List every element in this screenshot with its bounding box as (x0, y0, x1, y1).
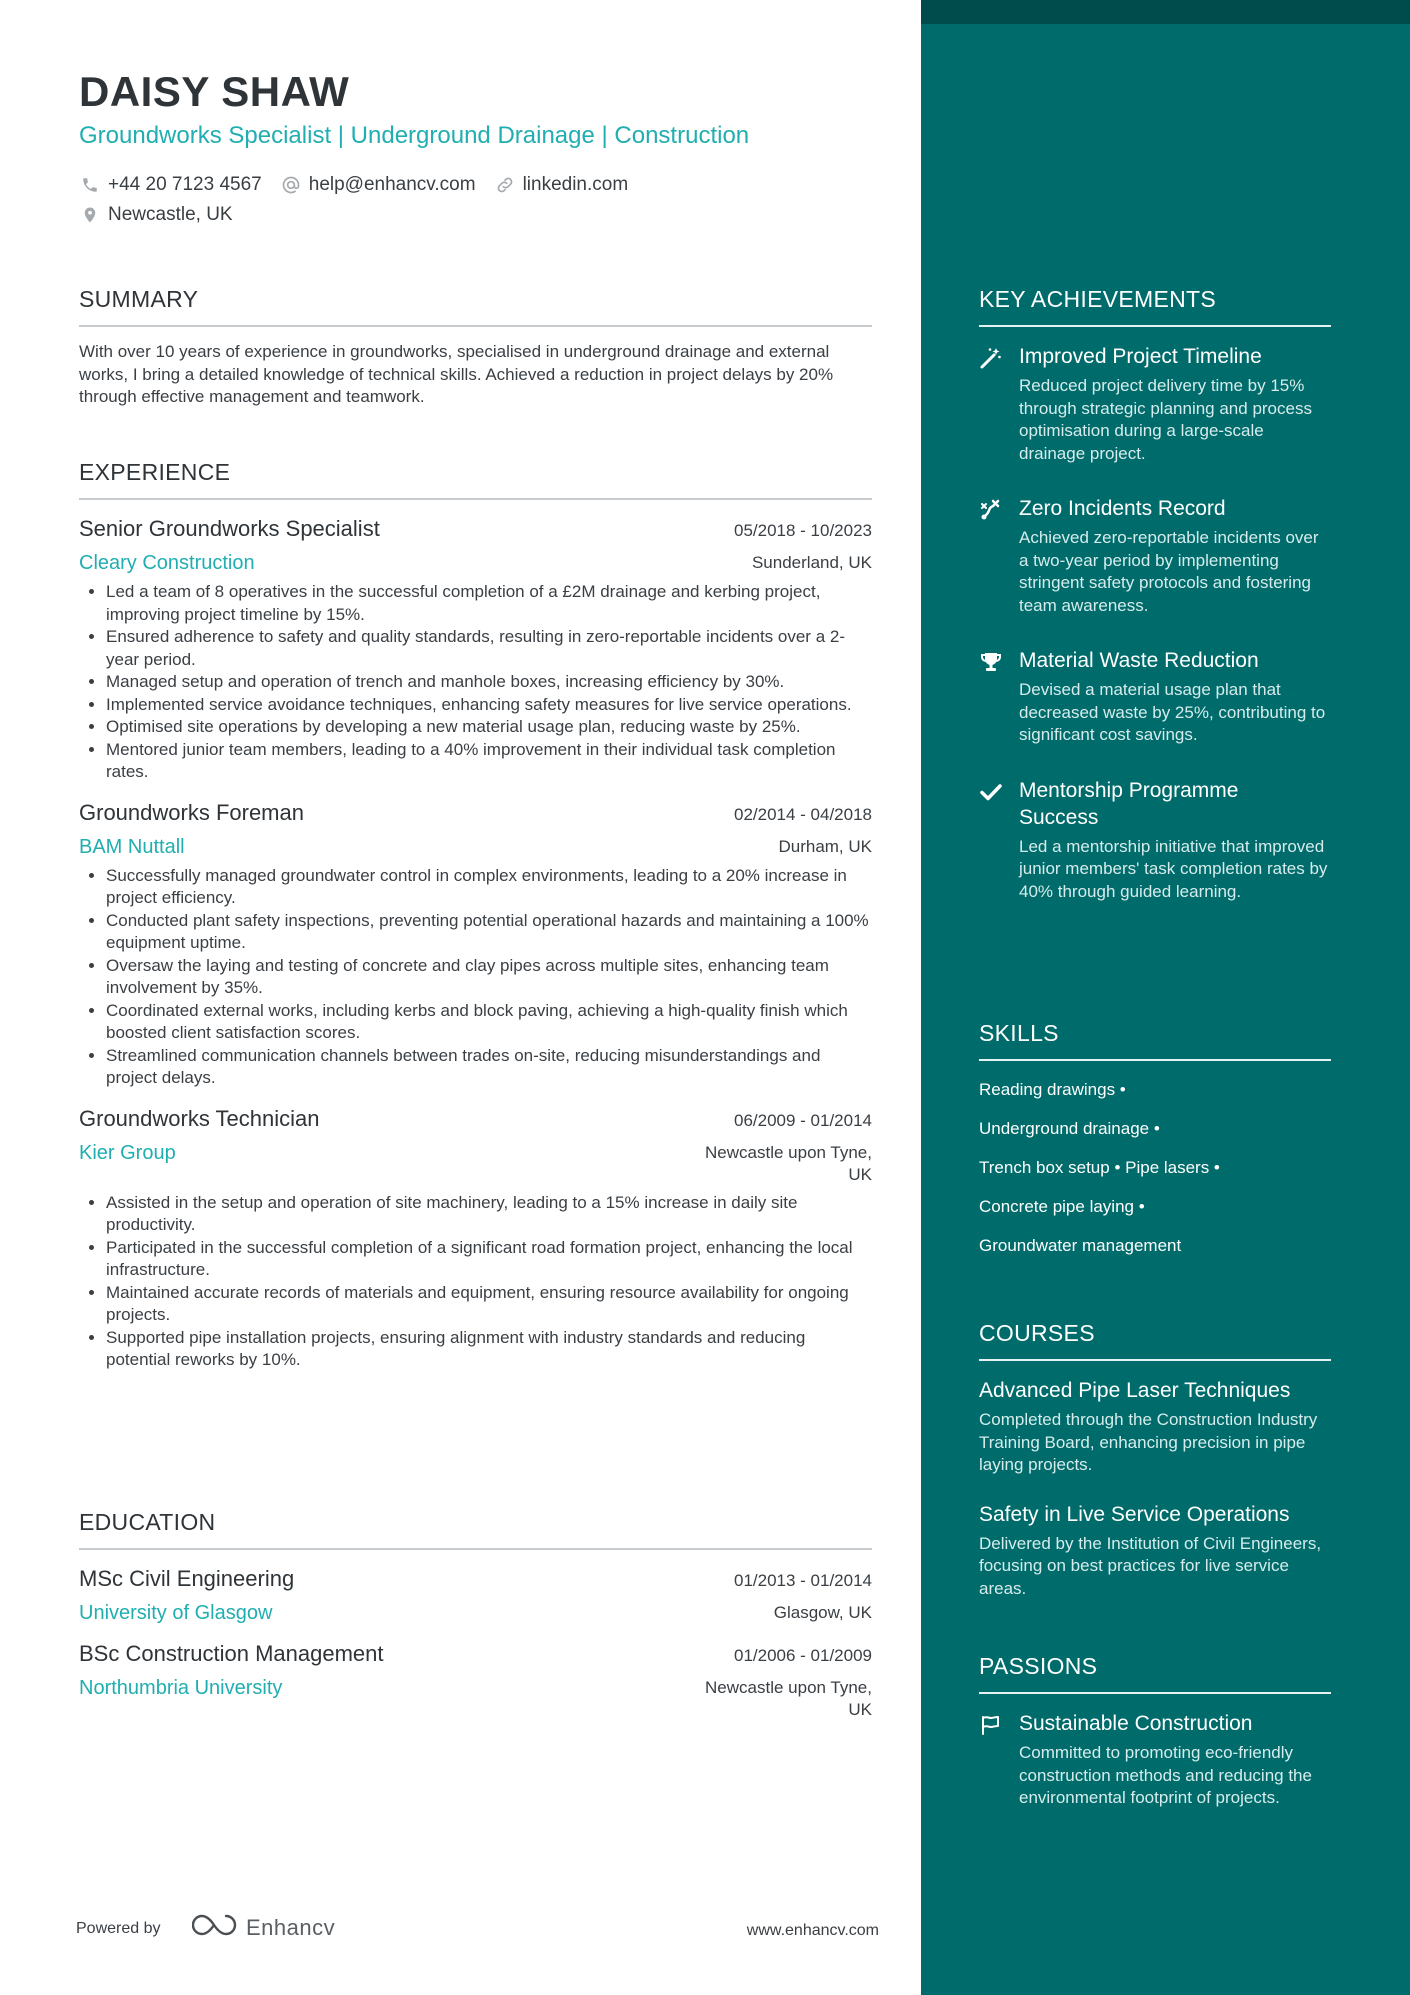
summary-text: With over 10 years of experience in groundworks, specialised in underground drainage and external works, I bring a detailed knowledge of technical skills. Achieved a reduction in project delays by 20% through effective management and teamwork. (79, 342, 834, 406)
job-bullet: • Mentored junior team members, leading to a 40% improvement in their individual task completion rates. (106, 739, 872, 784)
at-icon (280, 174, 302, 196)
courses-heading: COURSES (979, 1320, 1331, 1361)
passion-title: Sustainable Construction (1019, 1712, 1253, 1735)
degree-name: MSc Civil Engineering (79, 1566, 295, 1591)
job-bullet: • Successfully managed groundwater control in complex environments, leading to a 20% increase in project efficiency. (106, 865, 872, 910)
achievement-title: Improved Project Timeline (1019, 345, 1262, 368)
job-dates: 06/2009 - 01/2014 (733, 1110, 872, 1130)
achievement-item (979, 647, 1331, 747)
achievements-section (979, 286, 1331, 903)
experience-section (79, 459, 872, 1372)
company-name: Cleary Construction (79, 552, 255, 574)
job-bullet: • Assisted in the setup and operation of site machinery, leading to a 15% increase in daily site productivity. (106, 1192, 872, 1237)
achievement-title: Material Waste Reduction (1019, 649, 1259, 672)
job-dates: 05/2018 - 10/2023 (733, 521, 872, 540)
location-pin-icon (79, 204, 101, 226)
enhancv-logo[interactable] (192, 1912, 335, 1943)
course-description: Completed through the Construction Industry Training Board, enhancing precision in pipe laying projects. (979, 1410, 1318, 1474)
school-location (705, 1677, 872, 1721)
degree-name: BSc Construction Management (79, 1641, 384, 1666)
route-icon (979, 495, 1007, 617)
school-location-line: UK (848, 1700, 872, 1719)
checkmark-icon (979, 777, 1007, 904)
job-title: Senior Groundworks Specialist (79, 516, 380, 541)
job-entry (79, 1106, 872, 1372)
candidate-tagline: Groundworks Specialist | Underground Drainage | Construction (79, 122, 750, 149)
job-bullet: • Led a team of 8 operatives in the successful completion of a £2M drainage and kerbing project, improving project timeline by 15%. (106, 581, 872, 626)
job-bullet: • Ensured adherence to safety and quality standards, resulting in zero-reportable incidents over a 2-year period. (106, 626, 872, 671)
achievement-item (979, 343, 1331, 465)
skill-line: Groundwater management (979, 1236, 1182, 1255)
achievements-heading: KEY ACHIEVEMENTS (979, 286, 1331, 327)
job-bullet: • Implemented service avoidance techniques, enhancing safety measures for live service operations. (106, 694, 872, 717)
job-location-line: Newcastle upon Tyne, (705, 1142, 872, 1162)
school-name: Northumbria University (79, 1677, 283, 1699)
achievement-item (979, 777, 1331, 904)
achievement-description: Reduced project delivery time by 15% through strategic planning and process optimisation during a large-scale drainage project. (1019, 376, 1312, 463)
trophy-icon (979, 647, 1007, 747)
skill-line: Reading drawings • (979, 1080, 1126, 1099)
passions-section (979, 1653, 1331, 1810)
candidate-name: DAISY SHAW (79, 68, 350, 115)
job-location (705, 1142, 872, 1186)
contact-location (79, 204, 233, 226)
job-bullet: • Supported pipe installation projects, ensuring alignment with industry standards and reducing potential reworks by 10%. (106, 1327, 872, 1372)
education-entry (79, 1566, 872, 1625)
email-text: help@enhancv.com (308, 174, 476, 195)
magic-wand-icon (979, 343, 1007, 465)
phone-text: +44 20 7123 4567 (108, 174, 262, 195)
courses-section (979, 1320, 1331, 1600)
company-name: BAM Nuttall (79, 835, 185, 858)
job-bullet: • Oversaw the laying and testing of concrete and clay pipes across multiple sites, enhancing team involvement by 35%. (106, 955, 872, 1000)
contact-linkedin[interactable] (494, 174, 629, 196)
job-dates: 02/2014 - 04/2018 (733, 804, 872, 824)
phone-icon (79, 174, 101, 196)
sidebar-top-band (921, 0, 1410, 24)
job-bullet: • Participated in the successful completion of a significant road formation project, enhancing the local infrastructure. (106, 1237, 872, 1282)
job-bullet: • Managed setup and operation of trench and manhole boxes, increasing efficiency by 30%. (106, 671, 872, 694)
job-bullets (79, 1192, 872, 1372)
job-location: Sunderland, UK (751, 553, 872, 572)
footer (76, 1912, 879, 1952)
job-location-line: UK (848, 1164, 872, 1184)
job-title: Groundworks Technician (79, 1105, 320, 1131)
skill-line: Concrete pipe laying • (979, 1197, 1145, 1216)
job-bullet: • Streamlined communication channels between trades on-site, reducing misunderstandings and project delays. (106, 1045, 872, 1090)
job-bullets (79, 581, 872, 784)
company-name: Kier Group (79, 1141, 176, 1164)
passion-description: Committed to promoting eco-friendly construction methods and reducing the environmental footprint of projects. (1019, 1743, 1312, 1807)
location-text: Newcastle, UK (108, 204, 233, 225)
enhancv-logo-icon (192, 1912, 238, 1943)
footer-website-link[interactable]: www.enhancv.com (746, 1922, 879, 1939)
job-title: Groundworks Foreman (79, 799, 304, 825)
skill-line: Trench box setup • Pipe lasers • (979, 1158, 1220, 1177)
education-dates: 01/2006 - 01/2009 (733, 1646, 872, 1665)
link-icon (494, 174, 516, 196)
job-location: Durham, UK (778, 836, 872, 856)
job-bullet: • Optimised site operations by developing a new material usage plan, reducing waste by 25%. (106, 716, 872, 739)
school-location: Glasgow, UK (773, 1603, 872, 1622)
job-bullet: • Maintained accurate records of materials and equipment, ensuring resource availability for ongoing projects. (106, 1282, 872, 1327)
experience-heading: EXPERIENCE (79, 459, 872, 500)
course-item (979, 1377, 1331, 1477)
school-location-line: Newcastle upon Tyne, (705, 1678, 872, 1697)
contact-email[interactable] (280, 174, 476, 196)
powered-by-label: Powered by (76, 1920, 161, 1937)
job-bullets (79, 865, 872, 1090)
enhancv-logo-text: Enhancv (246, 1914, 336, 1940)
achievement-title: Zero Incidents Record (1019, 497, 1226, 520)
summary-section (79, 286, 872, 409)
course-description: Delivered by the Institution of Civil Engineers, focusing on best practices for live service areas. (979, 1533, 1322, 1598)
achievement-title-line: Mentorship Programme (1019, 778, 1239, 802)
job-entry (79, 516, 872, 784)
passions-heading: PASSIONS (979, 1653, 1331, 1694)
passion-item (979, 1710, 1331, 1810)
achievement-description: Achieved zero-reportable incidents over a two-year period by implementing stringent safety protocols and fostering team awareness. (1019, 528, 1319, 615)
contact-info (79, 170, 646, 230)
achievement-description: Devised a material usage plan that decreased waste by 25%, contributing to significant cost savings. (1019, 680, 1326, 744)
achievement-title-line: Success (1019, 805, 1099, 829)
course-item (979, 1501, 1331, 1601)
contact-phone[interactable] (79, 174, 262, 196)
skills-heading: SKILLS (979, 1020, 1331, 1061)
education-entry (79, 1641, 872, 1721)
summary-heading: SUMMARY (79, 286, 872, 327)
skill-line: Underground drainage • (979, 1119, 1160, 1138)
education-section (79, 1509, 872, 1721)
achievement-description: Led a mentorship initiative that improved junior members' task completion rates by 40% through guided learning. (1019, 836, 1328, 901)
skills-section (979, 1020, 1331, 1268)
linkedin-text: linkedin.com (522, 174, 629, 195)
education-heading: EDUCATION (79, 1509, 872, 1550)
job-bullet: • Conducted plant safety inspections, preventing potential operational hazards and maintaining a 100% equipment uptime. (106, 910, 872, 955)
course-title: Advanced Pipe Laser Techniques (979, 1379, 1291, 1402)
course-title: Safety in Live Service Operations (979, 1502, 1290, 1526)
school-name: University of Glasgow (79, 1602, 273, 1624)
job-entry (79, 800, 872, 1090)
achievement-item (979, 495, 1331, 617)
education-dates: 01/2013 - 01/2014 (733, 1571, 872, 1590)
flag-icon (979, 1710, 1007, 1810)
job-bullet: • Coordinated external works, including kerbs and block paving, achieving a high-quality finish which boosted client satisfaction scores. (106, 1000, 872, 1045)
